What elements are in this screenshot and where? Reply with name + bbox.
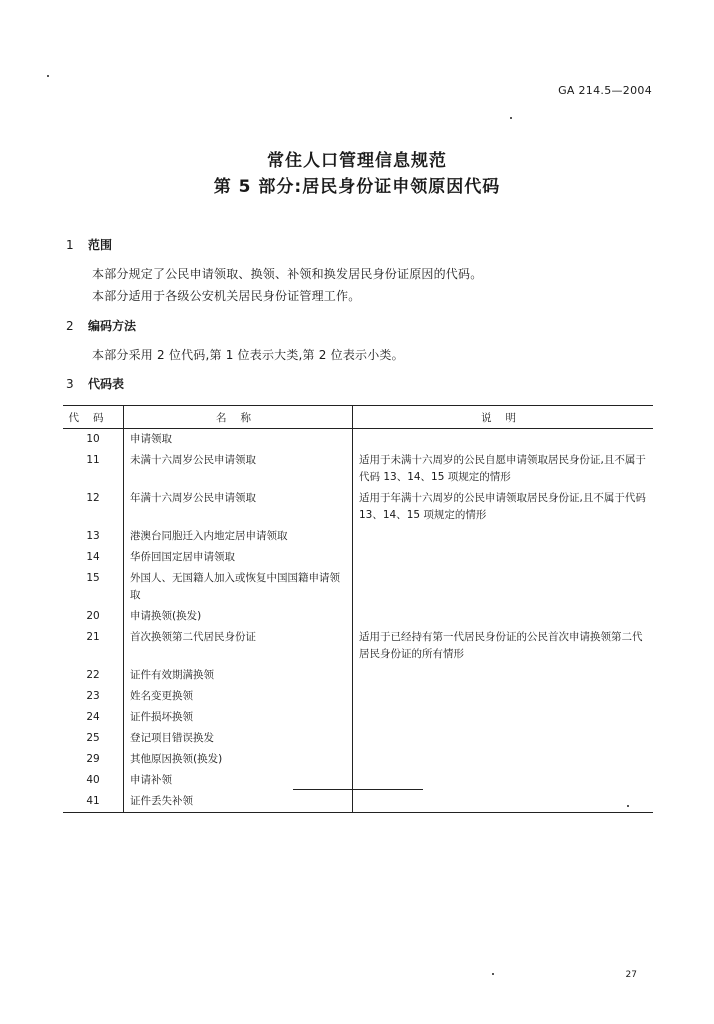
table-row	[63, 450, 653, 488]
name-cell: 华侨回国定居申请领取	[124, 547, 353, 568]
name-cell: 外国人、无国籍人加入或恢复中国国籍申请领取	[124, 568, 353, 606]
section-1-heading	[66, 236, 112, 253]
speck	[47, 75, 49, 77]
code-cell: 21	[86, 631, 100, 643]
name-cell: 证件有效期满换领	[124, 665, 353, 686]
code-cell: 13	[86, 530, 100, 542]
page-number: 27	[625, 970, 637, 980]
note-cell	[353, 547, 654, 568]
table-row	[63, 627, 653, 665]
code-cell: 12	[86, 492, 100, 504]
name-cell: 申请领取	[124, 429, 353, 451]
table-row	[63, 429, 653, 451]
table-row	[63, 488, 653, 526]
note-cell	[353, 606, 654, 627]
note-cell	[353, 770, 654, 791]
section-1-paragraph: 本部分规定了公民申请领取、换领、补领和换发居民身份证原因的代码。	[92, 267, 483, 281]
speck	[510, 117, 512, 119]
section-2-heading	[66, 317, 136, 334]
table-row	[63, 547, 653, 568]
code-cell: 29	[86, 753, 100, 765]
code-cell: 22	[86, 669, 100, 681]
header-note: 说明	[353, 406, 654, 429]
end-rule	[293, 789, 423, 790]
section-number: 3	[66, 377, 74, 391]
note-cell	[353, 568, 654, 606]
code-cell: 14	[86, 551, 100, 563]
speck	[492, 973, 494, 975]
document-subtitle: 第 5 部分:居民身份证申领原因代码	[213, 177, 501, 197]
speck	[627, 805, 629, 807]
header-code: 代码	[63, 406, 124, 429]
code-cell: 15	[86, 572, 100, 584]
table-row	[63, 568, 653, 606]
code-cell: 24	[86, 711, 100, 723]
name-cell: 姓名变更换领	[124, 686, 353, 707]
code-cell: 25	[86, 732, 100, 744]
code-cell: 40	[86, 774, 100, 786]
note-cell	[353, 728, 654, 749]
code-cell: 23	[86, 690, 100, 702]
table-row	[63, 770, 653, 791]
table-row	[63, 526, 653, 547]
table-row	[63, 728, 653, 749]
section-number: 1	[66, 238, 74, 252]
table-row	[63, 707, 653, 728]
standard-code: GA 214.5—2004	[558, 84, 652, 97]
note-cell	[353, 707, 654, 728]
code-cell: 11	[86, 454, 100, 466]
code-cell: 10	[86, 433, 100, 445]
code-table	[63, 405, 653, 813]
name-cell: 未满十六周岁公民申请领取	[124, 450, 353, 488]
table-header-row	[63, 406, 653, 429]
table-row	[63, 686, 653, 707]
name-cell: 港澳台同胞迁入内地定居申请领取	[124, 526, 353, 547]
table-row	[63, 665, 653, 686]
section-3-heading	[66, 375, 124, 392]
section-title: 范围	[88, 238, 113, 252]
note-cell	[353, 665, 654, 686]
note-cell	[353, 429, 654, 451]
document-title: 常住人口管理信息规范	[267, 151, 447, 171]
note-cell: 适用于年满十六周岁的公民申请领取居民身份证,且不属于代码 13、14、15 项规定的情形	[353, 488, 654, 526]
section-1-paragraph: 本部分适用于各级公安机关居民身份证管理工作。	[92, 289, 361, 303]
name-cell: 证件损坏换领	[124, 707, 353, 728]
note-cell	[353, 526, 654, 547]
note-cell	[353, 686, 654, 707]
name-cell: 首次换领第二代居民身份证	[124, 627, 353, 665]
name-cell: 证件丢失补领	[124, 791, 353, 813]
section-2-paragraph: 本部分采用 2 位代码,第 1 位表示大类,第 2 位表示小类。	[92, 348, 404, 362]
code-cell: 20	[86, 610, 100, 622]
header-name: 名称	[124, 406, 353, 429]
code-cell: 41	[63, 791, 124, 813]
name-cell: 其他原因换领(换发)	[124, 749, 353, 770]
table-row	[63, 749, 653, 770]
note-cell	[353, 791, 654, 813]
table-row	[63, 791, 653, 813]
name-cell: 登记项目错误换发	[124, 728, 353, 749]
note-cell: 适用于已经持有第一代居民身份证的公民首次申请换领第二代居民身份证的所有情形	[353, 627, 654, 665]
name-cell: 年满十六周岁公民申请领取	[124, 488, 353, 526]
table-row	[63, 606, 653, 627]
note-cell: 适用于未满十六周岁的公民自愿申请领取居民身份证,且不属于代码 13、14、15 项规定的情形	[353, 450, 654, 488]
note-cell	[353, 749, 654, 770]
section-title: 编码方法	[88, 319, 137, 333]
name-cell: 申请换领(换发)	[124, 606, 353, 627]
name-cell: 申请补领	[124, 770, 353, 791]
section-number: 2	[66, 319, 74, 333]
section-title: 代码表	[88, 377, 125, 391]
